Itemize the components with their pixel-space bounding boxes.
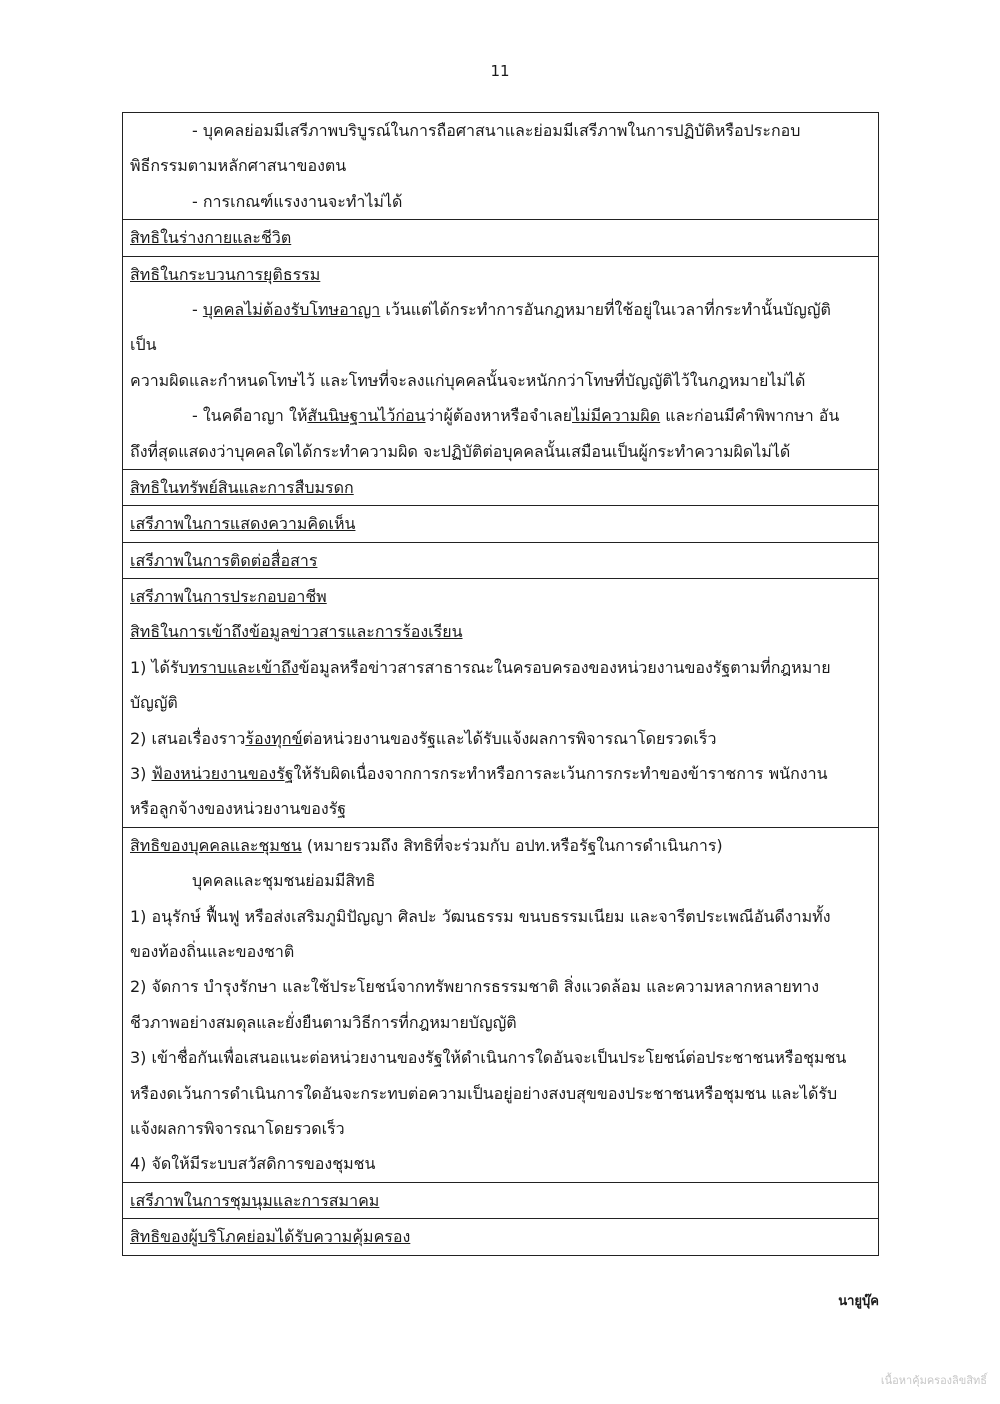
underlined-text: ทราบและเข้าถึง: [188, 657, 299, 677]
text-line: [130, 470, 871, 505]
table-row: [123, 113, 878, 219]
text-line: [130, 292, 871, 327]
text-line: [130, 828, 871, 863]
text-line: [130, 113, 871, 148]
text-line: [130, 327, 871, 362]
text-line: [130, 363, 871, 398]
text-line: [130, 650, 871, 685]
text-segment: เว้นแต่ได้กระทำการอันกฎหมายที่ใช้อยู่ในเวลาที่กระทำนั้นบัญญัติ: [380, 299, 831, 319]
text-line: [130, 1219, 871, 1254]
text-line: [130, 184, 871, 219]
text-segment: ของท้องถิ่นและของชาติ: [130, 941, 295, 961]
underlined-text: ร้องทุกข์: [245, 728, 303, 748]
text-segment: หรืองดเว้นการดำเนินการใดอันจะกระทบต่อความเป็นอยู่อย่างสงบสุขของประชาชนหรือชุมชน และได้รับ: [130, 1083, 838, 1103]
text-line: [130, 969, 871, 1004]
table-row: [123, 256, 878, 469]
rights-table: [122, 112, 879, 1256]
table-row: [123, 505, 878, 541]
text-segment: 3): [130, 764, 152, 784]
text-segment: (หมายรวมถึง สิทธิที่จะร่วมกับ อปท.หรือรัฐในการดำเนินการ): [301, 835, 723, 855]
text-segment: - ในคดีอาญา ให้: [192, 406, 308, 426]
table-row: [123, 219, 878, 255]
text-line: [130, 220, 871, 255]
text-segment: เป็น: [130, 335, 157, 355]
underlined-text: บุคคลไม่ต้องรับโทษอาญา: [202, 299, 381, 319]
text-line: [130, 863, 871, 898]
watermark: เนื้อหาคุ้มครองลิขสิทธิ์: [880, 1374, 987, 1387]
page-number: 11: [490, 62, 510, 80]
text-segment: 1) อนุรักษ์ ฟื้นฟู หรือส่งเสริมภูมิปัญญา ศิลปะ วัฒนธรรม ขนบธรรมเนียม และจารีตประเพณีอันดีงามทั้ง: [130, 906, 831, 926]
text-segment: ให้รับผิดเนื่องจากการกระทำหรือการละเว้นการกระทำของข้าราชการ พนักงาน: [293, 764, 828, 784]
text-segment: -: [192, 299, 203, 319]
underlined-text: เสรีภาพในการติดต่อสื่อสาร: [130, 550, 318, 570]
underlined-text: เสรีภาพในการแสดงความคิดเห็น: [130, 514, 356, 534]
text-line: [130, 899, 871, 934]
text-segment: ถึงที่สุดแสดงว่าบุคคลใดได้กระทำความผิด จะปฏิบัติต่อบุคคลนั้นเสมือนเป็นผู้กระทำความผิดไม่ได้: [130, 441, 791, 461]
table-row: [123, 542, 878, 578]
text-segment: บุคคลและชุมชนย่อมมีสิทธิ: [192, 871, 376, 891]
text-segment: ชีวภาพอย่างสมดุลและยั่งยืนตามวิธีการที่กฎหมายบัญญัติ: [130, 1012, 517, 1032]
text-line: [130, 398, 871, 433]
table-row: [123, 1182, 878, 1218]
text-line: [130, 614, 871, 649]
text-line: [130, 506, 871, 541]
text-line: [130, 1076, 871, 1111]
underlined-text: เสรีภาพในการชุมนุมและการสมาคม: [130, 1190, 380, 1210]
text-segment: ข้อมูลหรือข่าวสารสาธารณะในครอบครองของหน่วยงานของรัฐตามที่กฎหมาย: [298, 657, 831, 677]
underlined-text: สิทธิในกระบวนการยุติธรรม: [130, 264, 321, 284]
text-segment: 2) เสนอเรื่องราว: [130, 728, 246, 748]
table-row: [123, 578, 878, 827]
text-segment: ต่อหน่วยงานของรัฐและได้รับแจ้งผลการพิจารณาโดยรวดเร็ว: [302, 728, 717, 748]
text-segment: ความผิดและกำหนดโทษไว้ และโทษที่จะลงแก่บุคคลนั้นจะหนักกว่าโทษที่บัญญัติไว้ในกฎหมายไม่ได้: [130, 370, 806, 390]
text-segment: 4) จัดให้มีระบบสวัสดิการของชุมชน: [130, 1154, 376, 1174]
text-segment: - การเกณฑ์แรงงานจะทำไม่ได้: [192, 191, 403, 211]
table-row: [123, 1218, 878, 1254]
text-segment: 1) ได้รับ: [130, 657, 189, 677]
text-line: [130, 543, 871, 578]
text-segment: - บุคคลย่อมมีเสรีภาพบริบูรณ์ในการถือศาสนาและย่อมมีเสรีภาพในการปฏิบัติหรือประกอบ: [192, 121, 801, 140]
underlined-text: สิทธิของผู้บริโภคย่อมได้รับความคุ้มครอง: [130, 1227, 411, 1247]
text-line: [130, 1183, 871, 1218]
text-line: [130, 1005, 871, 1040]
text-line: [130, 934, 871, 969]
text-segment: บัญญัติ: [130, 693, 178, 713]
underlined-text: เสรีภาพในการประกอบอาชีพ: [130, 587, 327, 607]
text-segment: 3) เข้าชื่อกันเพื่อเสนอแนะต่อหน่วยงานของรัฐให้ดำเนินการใดอันจะเป็นประโยชน์ต่อประชาชนหรือชุมชน: [130, 1048, 847, 1068]
text-segment: แจ้งผลการพิจารณาโดยรวดเร็ว: [130, 1118, 345, 1138]
table-row: [123, 469, 878, 505]
text-segment: พิธีกรรมตามหลักศาสนาของตน: [130, 156, 347, 176]
footer-label: นายูบุ๊ค: [838, 1294, 879, 1309]
table-row: [123, 827, 878, 1182]
text-segment: และก่อนมีคำพิพากษา อัน: [660, 406, 840, 426]
text-line: [130, 434, 871, 469]
underlined-text: สันนิษฐานไว้ก่อน: [307, 406, 426, 426]
text-line: [130, 721, 871, 756]
underlined-text: ฟ้องหน่วยงานของรัฐ: [151, 764, 294, 784]
underlined-text: สิทธิในการเข้าถึงข้อมูลข่าวสารและการร้องเรียน: [130, 622, 463, 642]
underlined-text: สิทธิในร่างกายและชีวิต: [130, 228, 292, 248]
text-line: [130, 1111, 871, 1146]
text-line: [130, 791, 871, 826]
text-line: [130, 579, 871, 614]
text-line: [130, 257, 871, 292]
text-line: [130, 1146, 871, 1181]
text-line: [130, 148, 871, 183]
text-segment: 2) จัดการ บำรุงรักษา และใช้ประโยชน์จากทรัพยากรธรรมชาติ สิ่งแวดล้อม และความหลากหลายทาง: [130, 977, 820, 997]
text-line: [130, 1040, 871, 1075]
underlined-text: ไม่มีความผิด: [572, 406, 661, 426]
text-line: [130, 685, 871, 720]
text-segment: ว่าผู้ต้องหาหรือจำเลย: [425, 406, 573, 426]
text-line: [130, 756, 871, 791]
text-segment: หรือลูกจ้างของหน่วยงานของรัฐ: [130, 799, 347, 819]
underlined-text: สิทธิของบุคคลและชุมชน: [130, 835, 302, 855]
underlined-text: สิทธิในทรัพย์สินและการสืบมรดก: [130, 477, 354, 497]
